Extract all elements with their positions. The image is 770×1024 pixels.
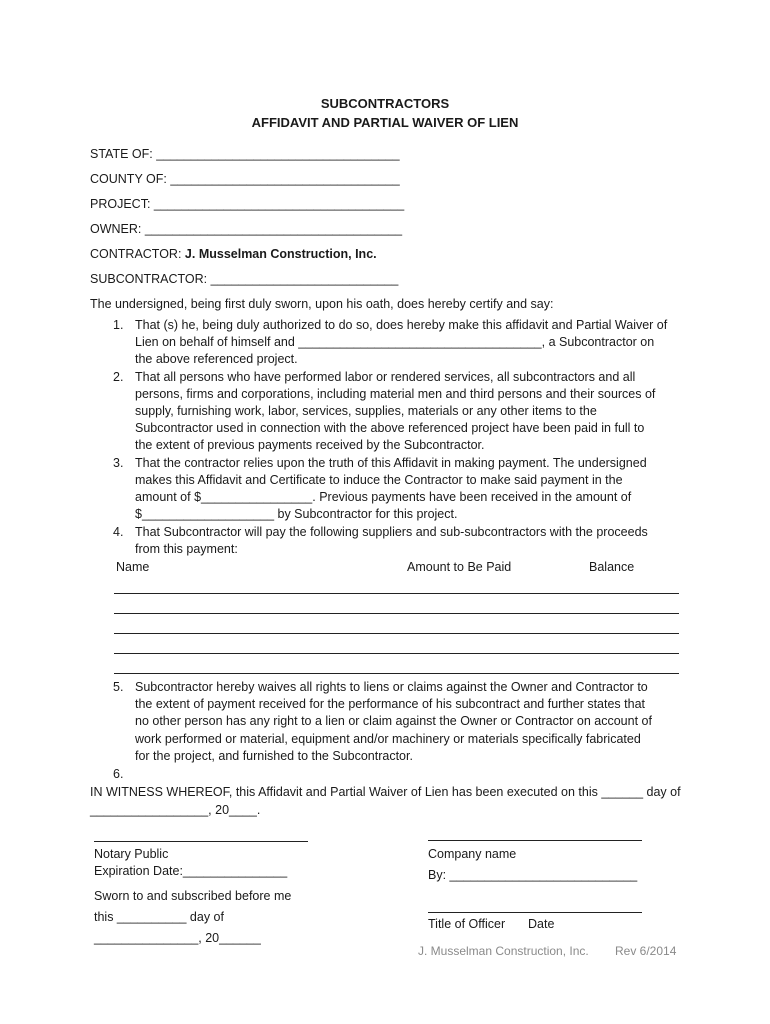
sworn-year-field[interactable]: _______________, 20______: [94, 931, 261, 945]
company-signature-line[interactable]: [428, 840, 642, 841]
item-number: 4.: [113, 525, 124, 539]
item-3-line[interactable]: $___________________ by Subcontractor for this project.: [135, 507, 458, 521]
footer-company: J. Musselman Construction, Inc.: [418, 944, 589, 958]
footer-revision: Rev 6/2014: [615, 944, 677, 958]
witness-line[interactable]: IN WITNESS WHEREOF, this Affidavit and Partial Waiver of Lien has been executed on this ______ day of: [90, 785, 681, 799]
table-header-amount: Amount to Be Paid: [407, 560, 512, 574]
intro-text: The undersigned, being first duly sworn, upon his oath, does hereby certify and say:: [90, 297, 554, 311]
payment-line[interactable]: [114, 593, 679, 594]
contractor-value: J. Musselman Construction, Inc.: [184, 247, 377, 261]
title-of-officer-label: Title of Officer: [428, 917, 506, 931]
item-5-line: for the project, and furnished to the Subcontractor.: [135, 749, 413, 763]
contractor-label: CONTRACTOR:: [90, 247, 182, 261]
item-number: 2.: [113, 370, 124, 384]
item-5-line: work performed or material, equipment and/or machinery or materials specifically fabricated: [135, 732, 641, 746]
item-number: 5.: [113, 680, 124, 694]
officer-signature-line[interactable]: [428, 912, 642, 913]
payment-line[interactable]: [114, 673, 679, 674]
payment-line[interactable]: [114, 653, 679, 654]
payment-line[interactable]: [114, 613, 679, 614]
item-4-line: That Subcontractor will pay the following suppliers and sub-subcontractors with the proceeds: [135, 525, 648, 539]
county-field[interactable]: COUNTY OF: _________________________________: [90, 172, 400, 186]
item-5-line: the extent of payment received for the performance of his subcontract and further states that: [135, 697, 646, 711]
contractor-field: [90, 247, 377, 262]
item-1-line[interactable]: Lien on behalf of himself and ___________________________________, a Subcontractor on: [135, 335, 655, 349]
subcontractor-field[interactable]: SUBCONTRACTOR: ___________________________: [90, 272, 399, 286]
item-3-line: That the contractor relies upon the truth of this Affidavit in making payment. The undersigned: [135, 456, 647, 470]
sworn-day-field[interactable]: this __________ day of: [94, 910, 224, 924]
item-1-line: the above referenced project.: [135, 352, 298, 366]
table-header-balance: Balance: [589, 560, 635, 574]
state-field[interactable]: STATE OF: ___________________________________: [90, 147, 400, 161]
company-name-label: Company name: [428, 847, 517, 861]
item-2-line: the extent of previous payments received by the Subcontractor.: [135, 438, 485, 452]
witness-date-line[interactable]: _________________, 20____.: [90, 803, 261, 817]
sworn-text: Sworn to and subscribed before me: [94, 889, 292, 903]
item-number: 3.: [113, 456, 124, 470]
date-label: Date: [528, 917, 555, 931]
by-field[interactable]: By: ___________________________: [428, 868, 638, 882]
item-3-line[interactable]: amount of $________________. Previous payments have been received in the amount of: [135, 490, 632, 504]
item-3-line: makes this Affidavit and Certificate to induce the Contractor to make said payment in the: [135, 473, 623, 487]
item-4-line: from this payment:: [135, 542, 238, 556]
project-field[interactable]: PROJECT: ____________________________________: [90, 197, 405, 211]
item-2-line: Subcontractor used in connection with the above referenced project have been paid in full to: [135, 421, 645, 435]
document-title: SUBCONTRACTORS: [320, 96, 450, 111]
item-5-line: Subcontractor hereby waives all rights to liens or claims against the Owner and Contractor to: [135, 680, 648, 694]
document-subtitle: AFFIDAVIT AND PARTIAL WAIVER OF LIEN: [251, 115, 519, 130]
item-5-line: no other person has any right to a lien or claim against the Owner or Contractor on account of: [135, 714, 652, 728]
payment-line[interactable]: [114, 633, 679, 634]
notary-public-label: Notary Public: [94, 847, 169, 861]
item-number: 6.: [113, 767, 124, 781]
item-2-line: persons, firms and corporations, including material men and third persons and their sources of: [135, 387, 656, 401]
notary-signature-line[interactable]: [94, 841, 308, 842]
item-1-line: That (s) he, being duly authorized to do so, does hereby make this affidavit and Partial Waiver of: [135, 318, 668, 332]
table-header-name: Name: [116, 560, 150, 574]
owner-field[interactable]: OWNER: _____________________________________: [90, 222, 403, 236]
item-2-line: supply, furnishing work, labor, services, supplies, materials or any other items to the: [135, 404, 597, 418]
item-number: 1.: [113, 318, 124, 332]
item-2-line: That all persons who have performed labor or rendered services, all subcontractors and all: [135, 370, 636, 384]
expiration-date-field[interactable]: Expiration Date:_______________: [94, 864, 288, 878]
